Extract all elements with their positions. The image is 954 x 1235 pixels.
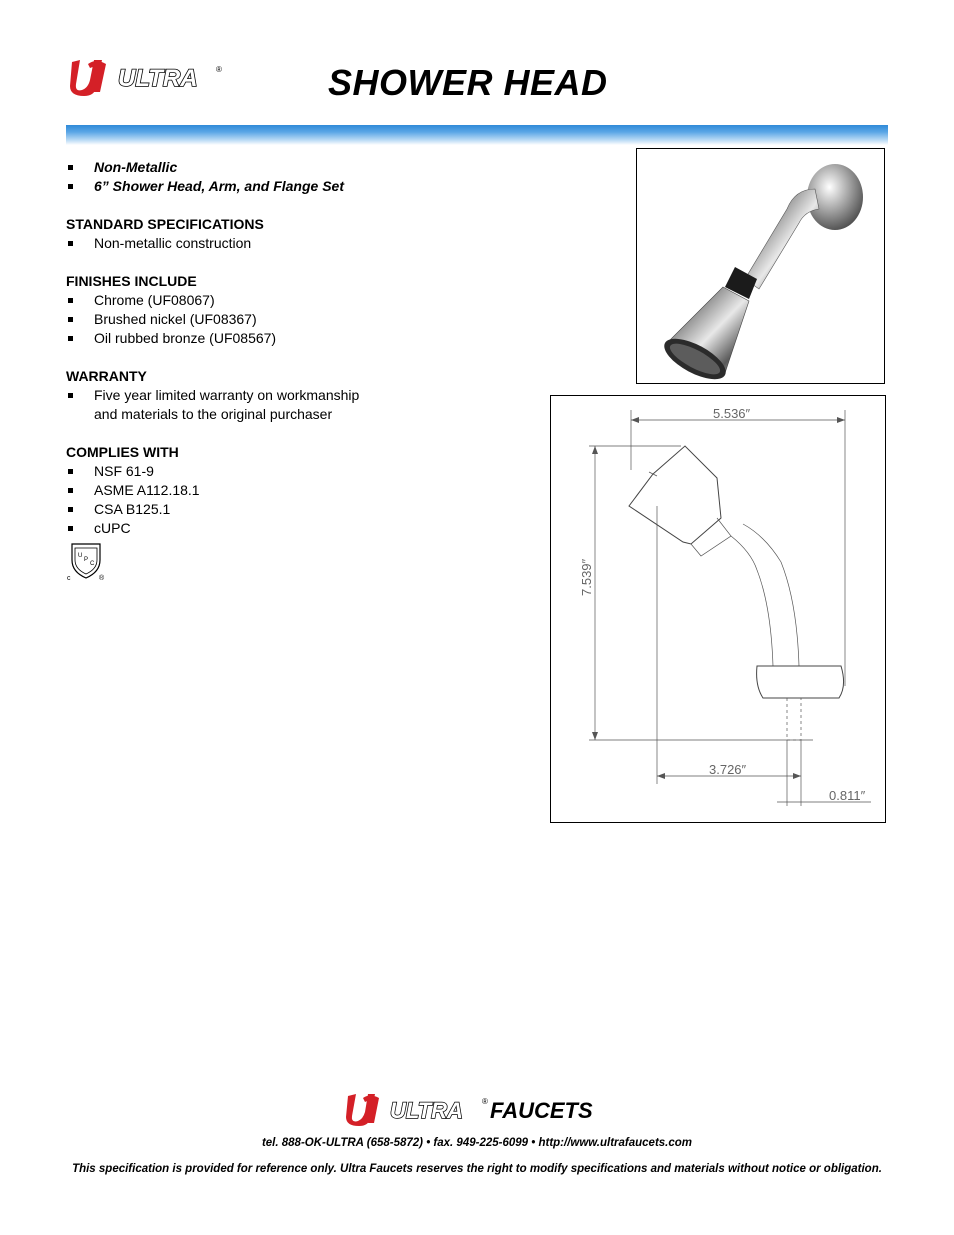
list-item: NSF 61-9 bbox=[66, 462, 536, 481]
disclaimer: This specification is provided for reference only. Ultra Faucets reserves the right to modify specifications and materials without notice or obligation. bbox=[72, 1163, 882, 1175]
feature-list bbox=[66, 158, 536, 196]
dimension-drawing bbox=[550, 395, 886, 823]
list-item: Five year limited warranty on workmanship and materials to the original purchaser bbox=[66, 386, 384, 424]
svg-text:P: P bbox=[84, 557, 89, 563]
section-heading: COMPLIES WITH bbox=[66, 444, 179, 460]
section-heading: STANDARD SPECIFICATIONS bbox=[66, 216, 264, 232]
svg-text:c: c bbox=[67, 575, 71, 582]
svg-text:5.536″: 5.536″ bbox=[713, 406, 751, 421]
svg-text:0.811″: 0.811″ bbox=[829, 788, 866, 803]
spec-column bbox=[66, 158, 536, 582]
shower-head-photo bbox=[636, 148, 885, 384]
list-item: Brushed nickel (UF08367) bbox=[66, 310, 536, 329]
svg-text:U: U bbox=[78, 553, 83, 559]
svg-text:ULTRA: ULTRA bbox=[118, 65, 198, 92]
list-item: Non-metallic construction bbox=[66, 234, 536, 253]
list-item: CSA B125.1 bbox=[66, 500, 536, 519]
list-item: cUPC bbox=[66, 519, 536, 538]
svg-text:7.539″: 7.539″ bbox=[579, 558, 594, 596]
upc-certification-icon bbox=[66, 542, 108, 582]
list-item: Chrome (UF08067) bbox=[66, 291, 536, 310]
page-title: SHOWER HEAD bbox=[328, 62, 608, 103]
section-list bbox=[66, 291, 536, 348]
list-item: Oil rubbed bronze (UF08567) bbox=[66, 329, 536, 348]
svg-text:®: ® bbox=[216, 65, 222, 74]
svg-text:ULTRA: ULTRA bbox=[390, 1098, 463, 1123]
section-heading: FINISHES INCLUDE bbox=[66, 273, 197, 289]
section-list bbox=[66, 234, 536, 253]
contact-info: tel. 888-OK-ULTRA (658-5872) • fax. 949-225-6099 • http://www.ultrafaucets.com bbox=[261, 1137, 693, 1149]
svg-text:®: ® bbox=[482, 1097, 488, 1106]
svg-text:FAUCETS: FAUCETS bbox=[490, 1098, 593, 1123]
feature-item: 6” Shower Head, Arm, and Flange Set bbox=[66, 177, 536, 196]
svg-text:3.726″: 3.726″ bbox=[709, 762, 747, 777]
ultra-logo bbox=[66, 52, 226, 100]
section-list bbox=[66, 462, 536, 538]
ultra-logo-icon bbox=[66, 52, 226, 100]
svg-text:C: C bbox=[90, 561, 95, 567]
section-list bbox=[66, 386, 536, 424]
header-gradient-bar bbox=[66, 125, 888, 145]
list-item: ASME A112.18.1 bbox=[66, 481, 536, 500]
ultra-logo-icon bbox=[344, 1088, 614, 1130]
ultra-faucets-logo bbox=[344, 1088, 614, 1130]
svg-text:®: ® bbox=[99, 575, 105, 582]
section-heading: WARRANTY bbox=[66, 368, 147, 384]
feature-item: Non-Metallic bbox=[66, 158, 536, 177]
